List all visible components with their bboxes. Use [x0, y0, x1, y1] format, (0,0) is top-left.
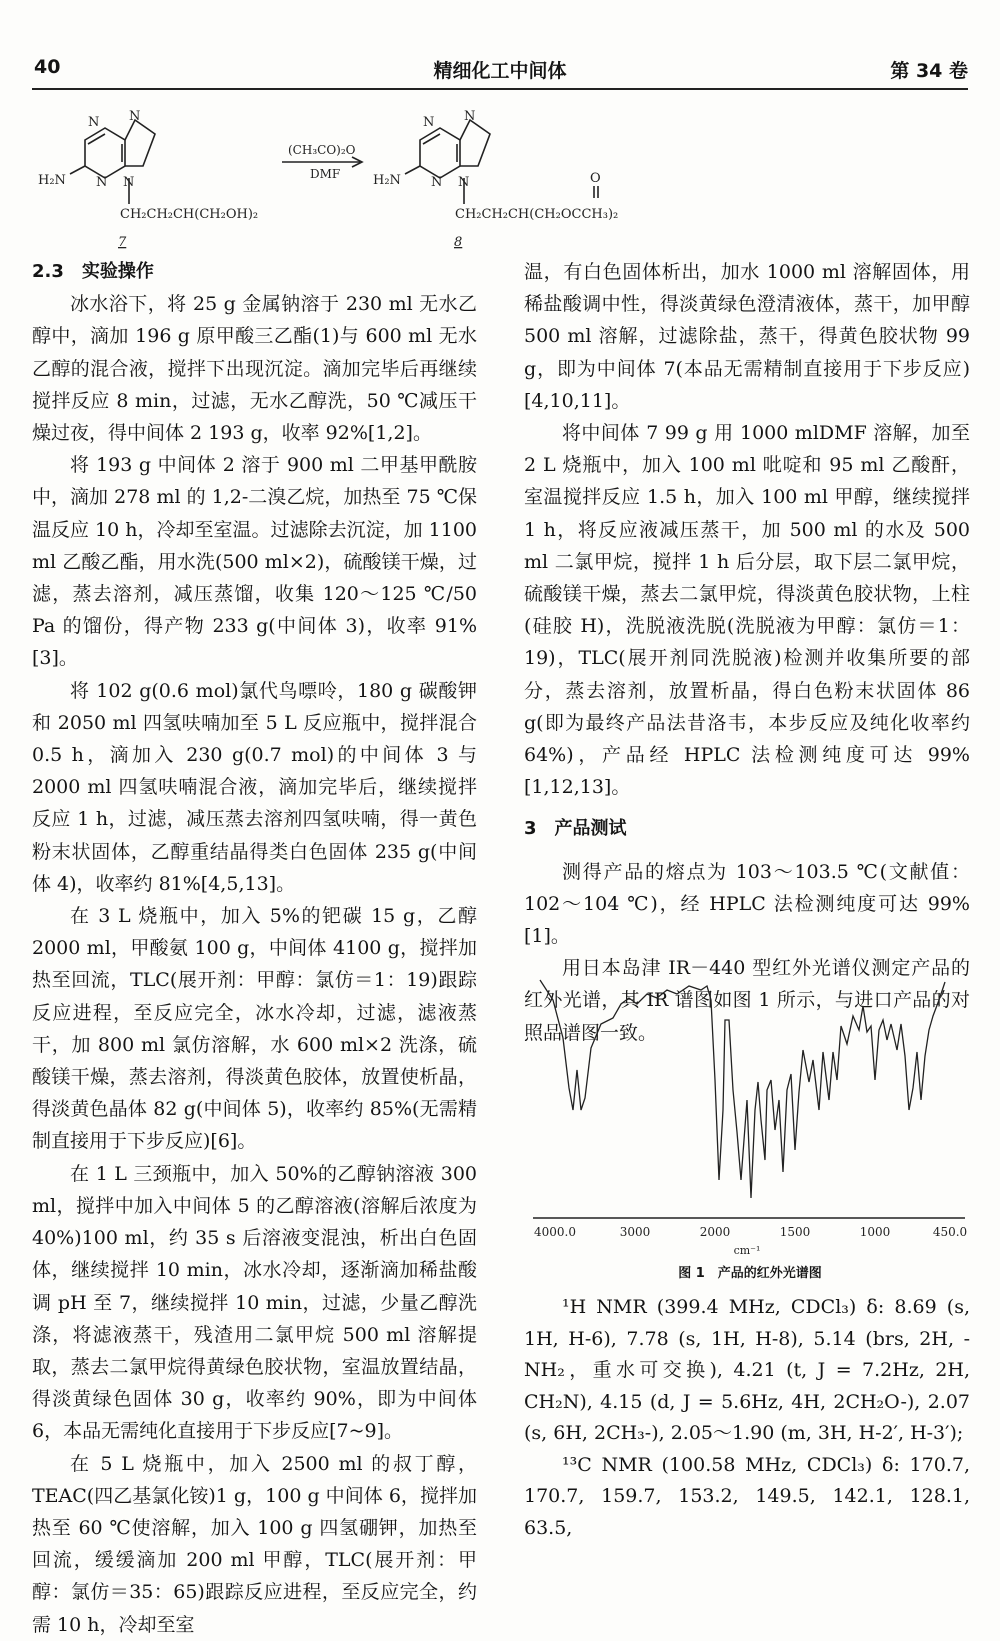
right-column-top: [524, 256, 970, 1049]
paragraph: 将中间体 7 99 g 用 1000 mlDMF 溶解，加至 2 L 烧瓶中，加入 100 ml 吡啶和 95 ml 乙酸酐，室温搅拌反应 1.5 h，加入 100 ml 甲醇，继续搅拌 1 h，将反应液减压蒸干，加 500 ml 的水及 500 ml 二氯甲烷，搅拌 1 h 后分层，取下层二氯甲烷，硫酸镁干燥，蒸去二氯甲烷，得淡黄色胶状物，上柱(硅胶 H)，洗脱液洗脱(洗脱液为甲醇：氯仿＝1：19)，TLC(展开剂同洗脱液)检测并收集所要的部分，蒸去溶剂，放置析晶，得白色粉末状固体 86 g(即为最终产品法昔洛韦，本步反应及纯化收率约 64%)，产品经 HPLC 法检测纯度可达 99%[1,12,13]。: [524, 422, 970, 799]
paragraph: 将 102 g(0.6 mol)氯代鸟嘌呤，180 g 碳酸钾和 2050 ml 四氢呋喃加至 5 L 反应瓶中，搅拌混合 0.5 h，滴加入 230 g(0.7 mol)的中间体 3 与 2000 ml 四氢呋喃混合液，滴加完毕后，继续搅拌反应 1 h，过滤，减压蒸去溶剂四氢呋喃，得一黄色粉末状固体，乙醇重结晶得类白色固体 235 g(中间体 4)，收率约 81%[4,5,13]。: [32, 679, 477, 895]
x-tick-label: 1500: [779, 1225, 811, 1239]
product-amine: H₂N: [373, 173, 401, 188]
reagent-bottom: DMF: [310, 167, 341, 181]
right-column-bottom: [524, 1292, 970, 1544]
volume-label: 第 34 卷: [890, 60, 968, 82]
reaction-scheme: [30, 100, 690, 260]
paragraph: 用日本岛津 IR－440 型红外光谱仪测定产品的红外光谱，其 IR 谱图如图 1 所示，与进口产品的对照品谱图一致。: [524, 957, 970, 1044]
section-title-3: 3 产品测试: [524, 818, 627, 840]
paragraph: 测得产品的熔点为 103～103.5 ℃(文献值：102～104 ℃)，经 HPLC 法检测纯度可达 99%[1]。: [524, 860, 970, 948]
paragraph: 在 3 L 烧瓶中，加入 5%的钯碳 15 g，乙醇 2000 ml，甲酸氨 100 g，中间体 4100 g，搅拌加热至回流，TLC(展开剂：甲醇：氯仿＝1：19)跟踪反应进程，至反应完全，冰水冷却，过滤，滤液蒸干，加 800 ml 氯仿溶解，水 600 ml×2 洗涤，硫酸镁干燥，蒸去溶剂，得淡黄色胶体，放置使析晶，得淡黄色晶体 82 g(中间体 5)，收率约 85%(无需精制直接用于下步反应)[6]。: [32, 905, 477, 1153]
product-atom-n-top: N: [464, 109, 476, 124]
ir-spectrum-trace: [540, 980, 945, 1198]
journal-title: 精细化工中间体: [433, 60, 567, 82]
product-label: 8: [454, 235, 463, 250]
product-atom-n-left: N: [423, 115, 435, 130]
left-column: [32, 256, 477, 1641]
product-atom-n-bottom: N: [431, 175, 443, 190]
x-tick-label: 2000: [699, 1225, 731, 1239]
reactant-chain: CH₂CH₂CH(CH₂OH)₂: [120, 207, 259, 222]
atom-n-bottom: N: [96, 175, 108, 190]
atom-n-top: N: [129, 109, 141, 124]
atom-n-nine: N: [123, 175, 135, 190]
paragraph: ¹H NMR (399.4 MHz, CDCl₃) δ: 8.69 (s, 1H, H-6), 7.78 (s, 1H, H-8), 5.14 (brs, 2H, -NH₂，重水可交换), 4.21 (t, J = 7.2Hz, 2H, CH₂N), 4.15 (d, J = 5.6Hz, 4H, 2CH₂O-), 2.07 (s, 6H, 2CH₃-), 2.05～1.90 (m, 3H, H-2′, H-3′);: [524, 1296, 970, 1444]
paragraph: 在 1 L 三颈瓶中，加入 50%的乙醇钠溶液 300 ml，搅拌中加入中间体 5 的乙醇溶液(溶解后浓度为 40%)100 ml，约 35 s 后溶液变混浊，析出白色固体，继续搅拌 10 min，冰水冷却，逐渐滴加稀盐酸调 pH 至 7，继续搅拌 10 min，过滤，少量乙醇洗涤，将滤液蒸干，残渣用二氯甲烷 500 ml 溶解提取，蒸去二氯甲烷得黄绿色胶状物，室温放置结晶，得淡黄绿色固体 30 g，收率约 90%，即为中间体 6，本品无需纯化直接用于下步反应[7~9]。: [32, 1162, 477, 1443]
product-carbonyl-o: O: [590, 171, 601, 186]
product-chain: CH₂CH₂CH(CH₂OCCH₃)₂: [455, 207, 619, 222]
x-tick-label: 3000: [619, 1225, 651, 1239]
page-number: 40: [34, 56, 61, 78]
paragraph: ¹³C NMR (100.58 MHz, CDCl₃) δ: 170.7, 170.7, 159.7, 153.2, 149.5, 142.1, 128.1, 63.5,: [524, 1453, 970, 1539]
x-tick-label: 4000.0: [534, 1225, 576, 1239]
section-title-2-3: 2.3 实验操作: [32, 261, 154, 282]
x-axis-unit: cm⁻¹: [733, 1244, 761, 1257]
product-atom-n-nine: N: [458, 175, 470, 190]
figure-caption: 图 1 产品的红外光谱图: [678, 1266, 822, 1281]
paragraph: 将 193 g 中间体 2 溶于 900 ml 二甲基甲酰胺中，滴加 278 ml 的 1,2-二溴乙烷，加热至 75 ℃保温反应 10 h，冷却至室温。过滤除去沉淀，加 1100 ml 乙酸乙酯，用水洗(500 ml×2)，硫酸镁干燥，过滤，蒸去溶剂，减压蒸馏，收集 120～125 ℃/50 Pa 的馏份，得产物 233 g(中间体 3)，收率 91%[3]。: [32, 454, 477, 670]
ir-spectrum-figure: [525, 960, 975, 1270]
header-rule: [32, 88, 968, 90]
reactant-amine: H₂N: [38, 173, 66, 188]
x-tick-label: 450.0: [932, 1225, 968, 1239]
reactant-label: 7: [118, 235, 127, 250]
paragraph: 温，有白色固体析出，加水 1000 ml 溶解固体，用稀盐酸调中性，得淡黄绿色澄清液体，蒸干，加甲醇 500 ml 溶解，过滤除盐，蒸干，得黄色胶状物 99 g，即为中间体 7(本品无需精制直接用于下步反应)[4,10,11]。: [524, 261, 970, 412]
reagent-top: (CH₃CO)₂O: [288, 143, 356, 157]
x-tick-label: 1000: [859, 1225, 891, 1239]
paragraph: 冰水浴下，将 25 g 金属钠溶于 230 ml 无水乙醇中，滴加 196 g 原甲酸三乙酯(1)与 600 ml 无水乙醇的混合液，搅拌下出现沉淀。滴加完毕后再继续搅拌反应 8 min，过滤，无水乙醇洗，50 ℃减压干燥过夜，得中间体 2 193 g，收率 92%[1,2]。: [32, 293, 477, 445]
paragraph: 在 5 L 烧瓶中，加入 2500 ml 的叔丁醇，TEAC(四乙基氯化铵)1 g，100 g 中间体 6，搅拌加热至 60 ℃使溶解，加入 100 g 四氢硼钾，加热至回流，缓缓滴加 200 ml 甲醇，TLC(展开剂：甲醇：氯仿＝35：65)跟踪反应进程，至反应完全，约需 10 h，冷却至室: [32, 1452, 477, 1636]
atom-n-left: N: [88, 115, 100, 130]
